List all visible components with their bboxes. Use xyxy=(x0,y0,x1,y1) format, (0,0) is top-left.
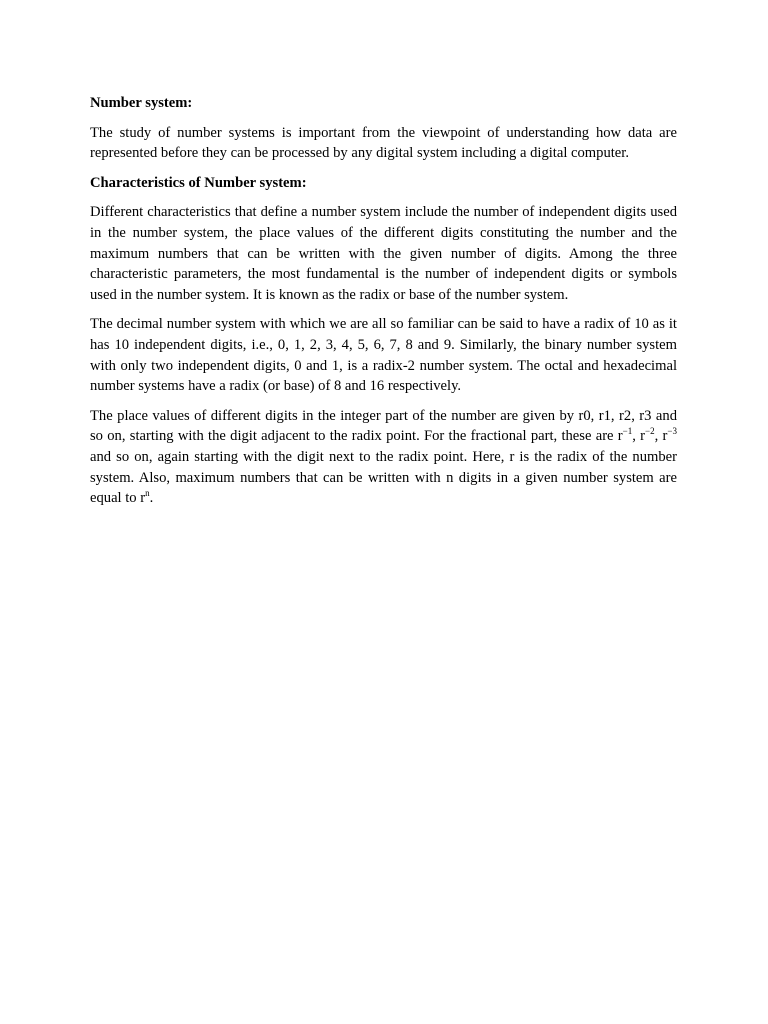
superscript-exponent: n xyxy=(145,488,150,499)
paragraph-place-values xyxy=(90,406,677,509)
document-page xyxy=(90,93,677,518)
paragraph-characteristics: Different characteristics that define a number system include the number of independent digits used in the number system, the place values of the different digits constituting the number and the maximum numbers that can be written with the given number of digits. Among the three characteristic parameters, the most fundamental is the number of independent digits or symbols used in the number system. It is known as the radix or base of the number system. xyxy=(90,204,677,303)
section-heading-number-system: Number system: xyxy=(90,95,193,111)
superscript-exponent: −3 xyxy=(667,426,677,437)
text-fragment: , r xyxy=(654,428,668,445)
paragraph-intro: The study of number systems is important from the viewpoint of understanding how data are represented before they can be processed by any digital system including a digital computer. xyxy=(90,124,677,162)
text-fragment: The place values of different digits in the integer part of the number are given by r0, r1, r2, r3 and so on, starting with the digit adjacent to the radix point. For the fractional part, these are r xyxy=(90,407,677,445)
superscript-exponent: −2 xyxy=(645,426,655,437)
superscript-exponent: −1 xyxy=(622,426,633,437)
section-heading-characteristics: Characteristics of Number system: xyxy=(90,174,307,191)
text-fragment: and so on, again starting with the digit next to the radix point. Here, r is the radix of the number system. Also, maximum numbers that can be written with n digits in a given number system are equal to r xyxy=(90,448,677,507)
text-fragment: , r xyxy=(632,428,646,445)
paragraph-radix-examples: The decimal number system with which we are all so familiar can be said to have a radix of 10 as it has 10 independent digits, i.e., 0, 1, 2, 3, 4, 5, 6, 7, 8 and 9. Similarly, the binary number system with only two independent digits, 0 and 1, is a radix-2 number system. The octal and hexadecimal number systems have a radix (or base) of 8 and 16 respectively. xyxy=(90,316,677,395)
text-fragment: . xyxy=(149,490,154,507)
